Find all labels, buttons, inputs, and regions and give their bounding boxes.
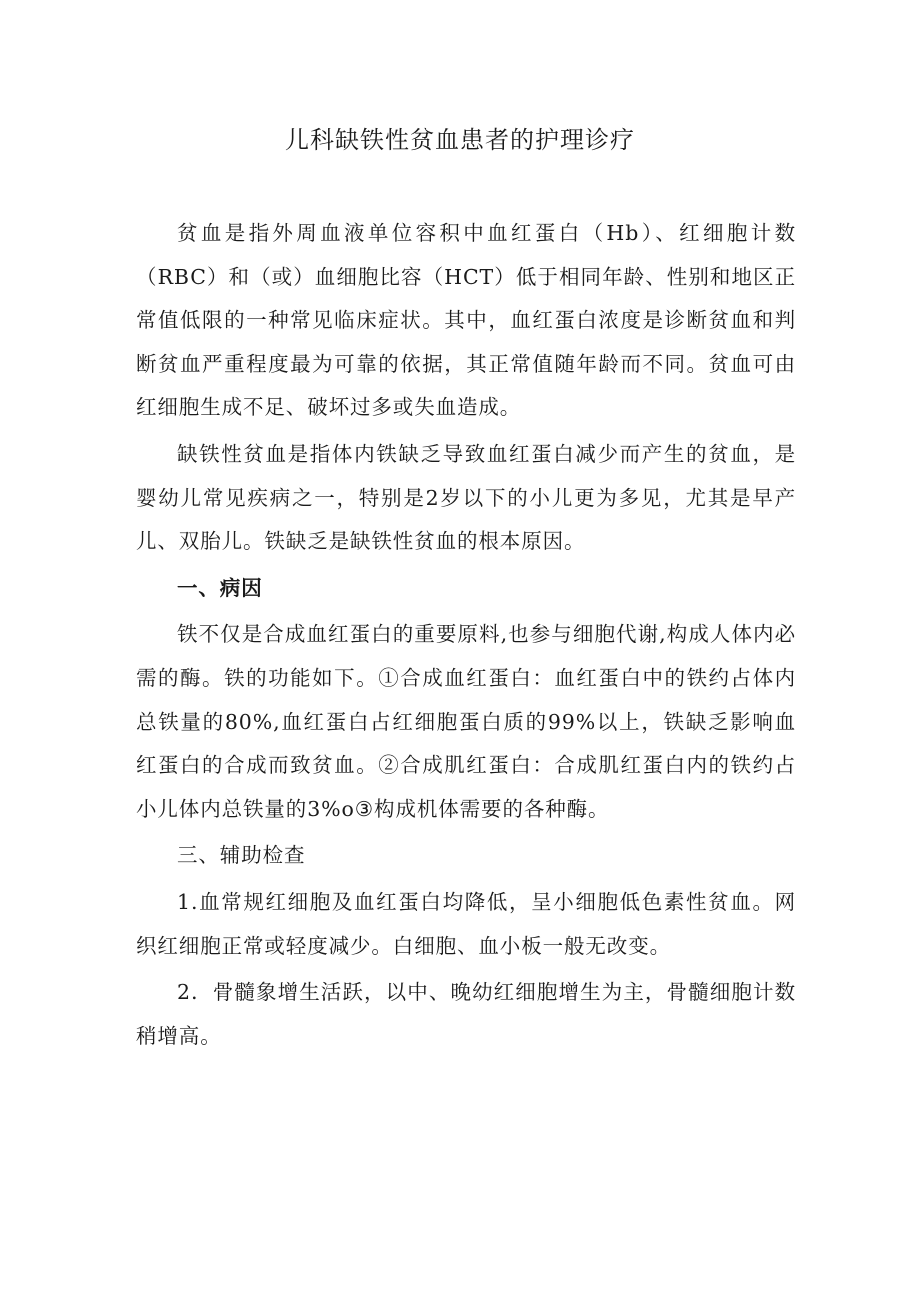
section-heading-auxiliary-exam: 三、辅助检查 — [177, 843, 306, 868]
auxiliary-exam-item-2: 2．骨髓象增生活跃，以中、晚幼红细胞增生为主，骨髓细胞计数稍增高。 — [136, 980, 796, 1048]
intro-paragraph-anemia: 贫血是指外周血液单位容积中血红蛋白（Hb）、红细胞计数（RBC）和（或）血细胞比容（HCT）低于相同年龄、性别和地区正常值低限的一种常见临床症状。其中，血红蛋白浓度是诊断贫血和判断贫血严重程度最为可靠的依据，其正常值随年龄而不同。贫血可由红细胞生成不足、破坏过多或失血造成。 — [136, 221, 796, 420]
intro-paragraph-iron-deficiency: 缺铁性贫血是指体内铁缺乏导致血红蛋白减少而产生的贫血，是婴幼儿常见疾病之一，特别是2岁以下的小儿更为多见，尤其是早产儿、双胎儿。铁缺乏是缺铁性贫血的根本原因。 — [136, 441, 796, 554]
auxiliary-exam-item-1: 1.血常规红细胞及血红蛋白均降低，呈小细胞低色素性贫血。网织红细胞正常或轻度减少。白细胞、血小板一般无改变。 — [136, 889, 796, 958]
section-heading-etiology: 一、病因 — [177, 575, 263, 600]
document-title: 儿科缺铁性贫血患者的护理诊疗 — [285, 126, 635, 154]
document-body — [136, 212, 796, 1061]
etiology-paragraph: 铁不仅是合成血红蛋白的重要原料,也参与细胞代谢,构成人体内必需的酶。铁的功能如下。①合成血红蛋白：血红蛋白中的铁约占体内总铁量的80%,血红蛋白占红细胞蛋白质的99%以上，铁缺乏影响血红蛋白的合成而致贫血。②合成肌红蛋白：合成肌红蛋白内的铁约占小儿体内总铁量的3%o③构成机体需要的各种酶。 — [136, 622, 796, 821]
